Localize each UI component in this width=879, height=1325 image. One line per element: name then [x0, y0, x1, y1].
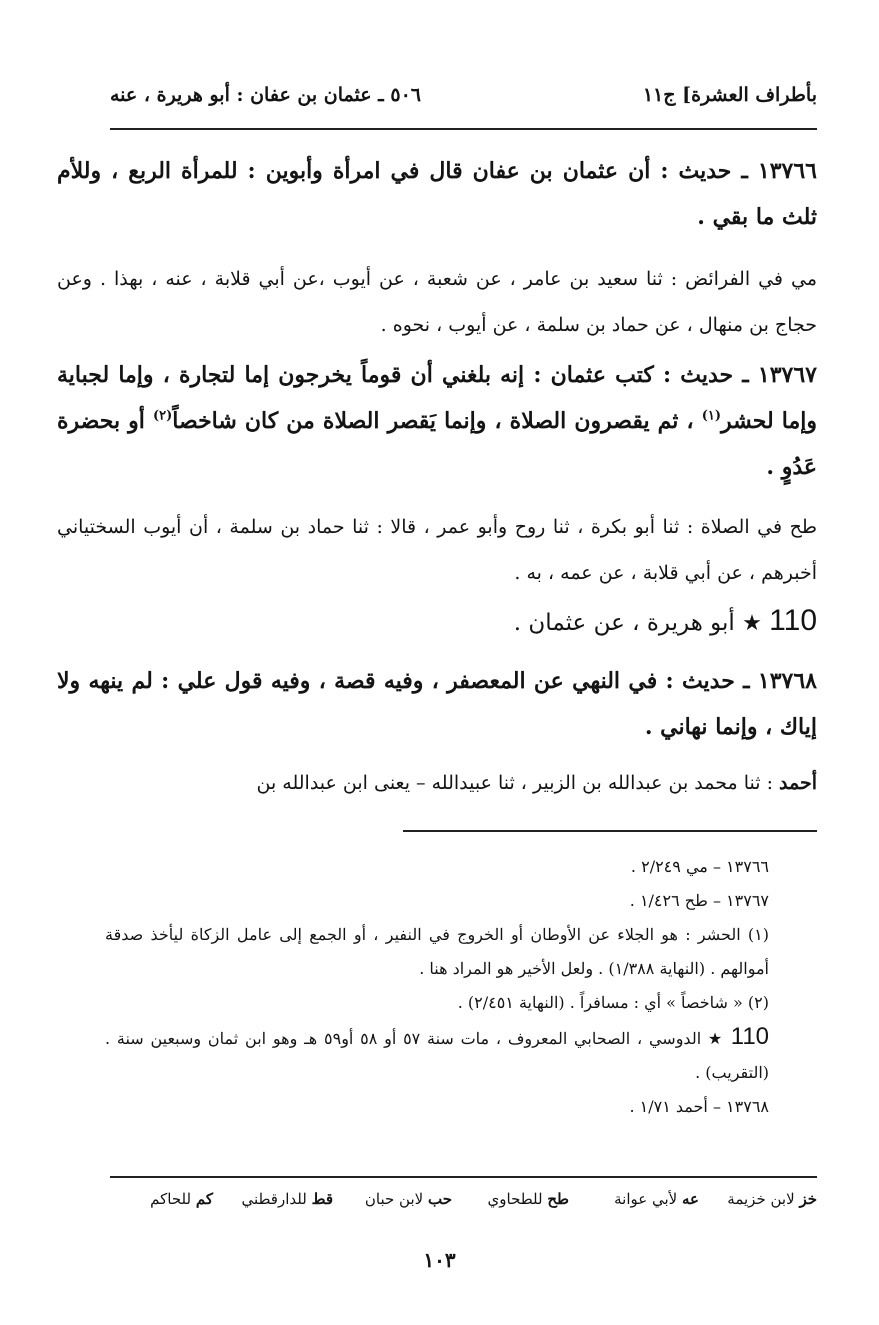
abbr-item: كم للحاكم — [150, 1190, 213, 1208]
narrator-note-text: الدوسي ، الصحابي المعروف ، مات سنة ٥٧ أو ٥٨ أو٥٩ هـ وهو ابن ثمان وسبعين سنة . (التقريب) . — [105, 1029, 769, 1082]
narrator-number: 110 — [730, 1023, 770, 1050]
abbreviations-key — [110, 1190, 817, 1216]
footnote-rule — [403, 830, 817, 832]
header-volume: بأطراف العشرة] ج١١ — [642, 84, 817, 106]
hadith-13768-source — [57, 760, 817, 806]
footnote-ref-2: (٢) — [152, 408, 173, 424]
page-number: ١٠٣ — [423, 1248, 456, 1272]
hadith-13767-source: طح في الصلاة : ثنا أبو بكرة ، ثنا روح وأبو عمر ، قالا : ثنا حماد بن سلمة ، أن أيوب السختياني أخبرهم ، عن أبي قلابة ، عن عمه ، به . — [57, 516, 817, 584]
header-rule — [110, 128, 817, 130]
footnote-narrator — [105, 1020, 817, 1090]
source-text: : ثنا محمد بن عبدالله بن الزبير ، ثنا عبيدالله – يعنى ابن عبدالله بن — [256, 772, 780, 794]
star-icon: ★ — [707, 1029, 724, 1048]
hadith-13766 — [57, 148, 817, 240]
abbr-item: عه لأبي عوانة — [614, 1190, 699, 1208]
abbr-item: طح للطحاوي — [487, 1190, 569, 1208]
abbr-item: حب لابن حبان — [364, 1190, 452, 1208]
narrator-text: أبو هريرة ، عن عثمان . — [513, 610, 743, 636]
header-section: ٥٠٦ ـ عثمان بن عفان : أبو هريرة ، عنه — [110, 84, 421, 106]
footnote-13767: ١٣٧٦٧ – طح ١/٤٢٦ . — [629, 891, 769, 910]
hadith-13767 — [57, 352, 817, 490]
hadith-number: ١٣٧٦٦ — [757, 158, 817, 184]
hadith-text-b: ، ثم يقصرون الصلاة ، وإنما يَقصر الصلاة من كان شاخصاً — [172, 408, 702, 434]
star-icon: ★ — [742, 611, 762, 636]
hadith-text: ـ حديث : أن عثمان بن عفان قال في امرأة وأبوين : للمرأة الربع ، وللأم ثلث ما بقي . — [57, 158, 817, 230]
footnote-13766: ١٣٧٦٦ – مي ٢/٢٤٩ . — [630, 857, 769, 876]
hadith-text: ـ حديث : في النهي عن المعصفر ، وفيه قصة ، وفيه قول علي : لم ينهه ولا إياك ، وإنما نهاني . — [57, 668, 817, 740]
hadith-number: ١٣٧٦٧ — [757, 362, 817, 388]
hadith-text-a: ـ حديث : كتب عثمان : إنه بلغني أن قوماً يخرجون إما لتجارة ، وإما لجباية وإما لحشر — [57, 362, 817, 434]
hadith-13766-source: مي في الفرائض : ثنا سعيد بن عامر ، عن شعبة ، عن أيوب ،عن أبي قلابة ، عنه ، بهذا . وعن حجاج بن منهال ، عن حماد بن سلمة ، عن أيوب ، نحوه . — [57, 268, 817, 336]
footnote-13768: ١٣٧٦٨ – أحمد ١/٧١ . — [629, 1097, 769, 1116]
footnote-ref-1: (١) — [701, 408, 721, 424]
running-header — [110, 84, 817, 114]
hadith-text-c: أو بحضرة عَدُوٍ . — [57, 408, 817, 480]
footnotes — [105, 850, 817, 1124]
narrator-heading — [57, 598, 817, 647]
abbr-item: قط للدارقطني — [241, 1190, 333, 1208]
abbr-item: خز لابن خزيمة — [727, 1190, 817, 1208]
source-lead: أحمد — [779, 772, 817, 794]
hadith-number: ١٣٧٦٨ — [757, 668, 817, 694]
footnote-2: (٢) « شاخصاً » أي : مسافراً . (النهاية ٢/٤٥١) . — [457, 993, 769, 1012]
narrator-number: 110 — [769, 604, 817, 637]
abbreviations-rule — [110, 1176, 817, 1178]
footnote-1: (١) الحشر : هو الجلاء عن الأوطان أو الخروج في النفير ، أو الجمع إلى عامل الزكاة ليأخذ صدقة أموالهم . (النهاية ١/٣٨٨) . ولعل الأخير هو المراد هنا . — [105, 925, 770, 978]
hadith-13768 — [57, 658, 817, 750]
